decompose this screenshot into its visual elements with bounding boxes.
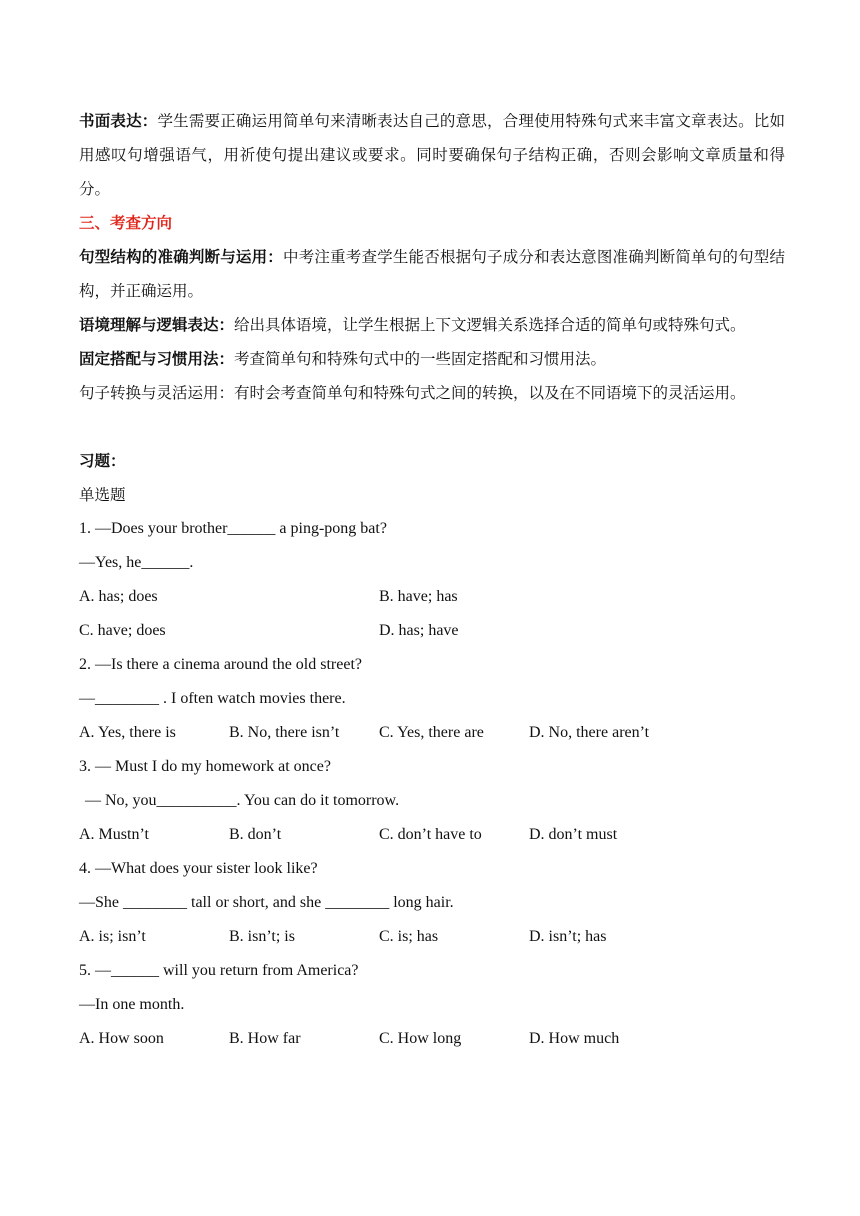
- direction-label: 语境理解与逻辑表达：: [79, 315, 235, 334]
- document-content: [79, 104, 785, 1056]
- writing-label: 书面表达：: [79, 111, 158, 130]
- option-c[interactable]: C. How long: [379, 1030, 462, 1047]
- option-b[interactable]: B. No, there isn’t: [229, 724, 340, 741]
- option-c[interactable]: C. have; does: [79, 622, 166, 639]
- direction-text: 考查简单句和特殊句式中的一些固定搭配和习惯用法。: [234, 350, 607, 368]
- direction-item: [79, 240, 785, 308]
- writing-paragraph: [79, 104, 785, 206]
- options-row: [79, 920, 785, 954]
- options-row: [79, 614, 785, 648]
- question-text: 5. —______ will you return from America?: [79, 962, 359, 979]
- answer-line: —Yes, he______.: [79, 554, 194, 571]
- question-text: 1. —Does your brother______ a ping-pong bat?: [79, 520, 387, 537]
- question-text: 2. —Is there a cinema around the old street?: [79, 656, 362, 673]
- option-d[interactable]: D. isn’t; has: [529, 928, 607, 945]
- direction-text: 中考注重考查学生能否根据句子成分和表达意图准确判断简单句的句型结构，并正确运用。: [79, 248, 785, 300]
- writing-text: 学生需要正确运用简单句来清晰表达自己的意思，合理使用特殊句式来丰富文章表达。比如用感叹句增强语气，用祈使句提出建议或要求。同时要确保句子结构正确，否则会影响文章质量和得分。: [79, 112, 785, 198]
- answer-line: — No, you__________. You can do it tomorrow.: [85, 792, 400, 809]
- direction-label: 句型结构的准确判断与运用：: [79, 247, 284, 266]
- answer-line: —________ . I often watch movies there.: [79, 690, 346, 707]
- option-a[interactable]: A. is; isn’t: [79, 928, 146, 945]
- exercises-title: 习题：: [79, 451, 126, 470]
- option-c[interactable]: C. is; has: [379, 928, 439, 945]
- question-text: 4. —What does your sister look like?: [79, 860, 318, 877]
- spacer: [79, 410, 785, 444]
- options-row: [79, 580, 785, 614]
- question-type: 单选题: [79, 486, 126, 504]
- option-a[interactable]: A. Yes, there is: [79, 724, 176, 741]
- direction-text: 句子转换与灵活运用：有时会考查简单句和特殊句式之间的转换，以及在不同语境下的灵活运用。: [79, 384, 746, 402]
- option-d[interactable]: D. How much: [529, 1030, 620, 1047]
- option-d[interactable]: D. has; have: [379, 622, 459, 639]
- option-b[interactable]: B. isn’t; is: [229, 928, 295, 945]
- section-heading: 三、考查方向: [79, 213, 173, 232]
- option-b[interactable]: B. have; has: [379, 588, 458, 605]
- option-d[interactable]: D. No, there aren’t: [529, 724, 650, 741]
- answer-line: —She ________ tall or short, and she ________ long hair.: [79, 894, 454, 911]
- option-a[interactable]: A. How soon: [79, 1030, 164, 1047]
- option-a[interactable]: A. has; does: [79, 588, 158, 605]
- direction-item: [79, 308, 785, 342]
- answer-line: —In one month.: [79, 996, 185, 1013]
- options-row: [79, 1022, 785, 1056]
- option-b[interactable]: B. How far: [229, 1030, 301, 1047]
- options-row: [79, 716, 785, 750]
- option-d[interactable]: D. don’t must: [529, 826, 618, 843]
- option-c[interactable]: C. Yes, there are: [379, 724, 484, 741]
- option-c[interactable]: C. don’t have to: [379, 826, 482, 843]
- option-b[interactable]: B. don’t: [229, 826, 282, 843]
- question-text: 3. — Must I do my homework at once?: [79, 758, 331, 775]
- options-row: [79, 818, 785, 852]
- direction-text: 给出具体语境，让学生根据上下文逻辑关系选择合适的简单句或特殊句式。: [234, 316, 746, 334]
- direction-label: 固定搭配与习惯用法：: [79, 349, 235, 368]
- direction-item: [79, 376, 785, 410]
- direction-item: [79, 342, 785, 376]
- option-a[interactable]: A. Mustn’t: [79, 826, 149, 843]
